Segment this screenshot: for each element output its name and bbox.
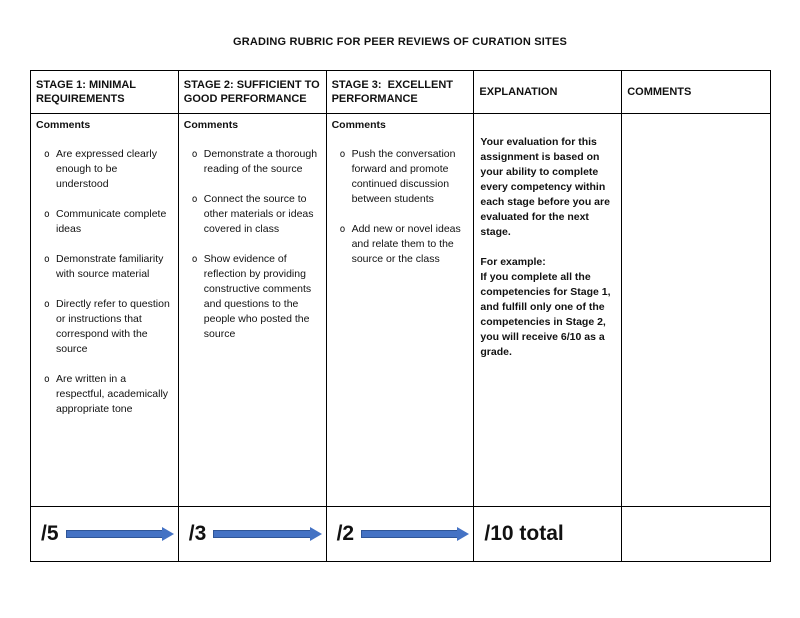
stage3-section-label: Comments [331,119,386,131]
explanation-paragraph: Your evaluation for this assignment is based on your ability to complete every competency within each stage before you are evaluated for the next stage. [480,136,610,238]
total-score: /10 total [484,522,564,545]
bullet-text: Show evidence of reflection by providing constructive comments and questions to the people who posted the source [203,253,312,340]
header-stage2 [179,71,327,114]
spacer [480,240,615,255]
stage2-section-label: Comments [183,119,239,131]
bullet-icon: o [339,224,346,235]
arrow-right-icon [66,527,174,541]
rubric-table [30,70,771,562]
stage2-score-cell [179,507,327,561]
explanation-example-text: If you complete all the competencies for Stage 1, and fulfill only one of the competencies in Stage 2, you will receive 6/10 as a grade. [480,271,611,358]
stage3-score-cell [327,507,475,561]
header-stage1 [31,71,179,114]
stage2-body-cell [179,114,327,507]
bullet-icon: o [44,209,50,220]
comments-score-cell [622,507,770,561]
bullet-text: Are expressed clearly enough to be understood [56,148,157,190]
bullet-text: Add new or novel ideas and relate them to the source or the class [351,223,461,265]
header-explanation [474,71,622,114]
list-item [331,147,470,207]
bullet-text: Demonstrate familiarity with source material [56,253,164,280]
stage1-score-cell [31,507,179,561]
header-stage2-label: STAGE 2: SUFFICIENT TO GOOD PERFORMANCE [183,79,323,105]
stage1-score: /5 [41,522,59,545]
comments-body-cell [622,114,770,507]
bullet-icon: o [191,149,198,160]
list-item [35,297,174,357]
list-item [183,147,322,177]
header-stage3-label: STAGE 3: EXCELLENT PERFORMANCE [331,79,457,105]
list-item [35,207,174,237]
arrow-right-icon [213,527,321,541]
bullet-icon: o [44,254,50,265]
stage1-section-label: Comments [36,119,91,131]
arrow-right-icon [361,527,469,541]
bullet-icon: o [339,149,346,160]
stage1-body-cell [31,114,179,507]
header-comments-label: COMMENTS [627,86,692,98]
list-item [331,222,470,267]
header-stage3 [327,71,475,114]
bullet-text: Are written in a respectful, academically appropriate tone [56,373,169,415]
total-score-cell [474,507,622,561]
explanation-example-label: For example: [480,256,546,268]
list-item [35,252,174,282]
stage2-score: /3 [188,522,207,545]
bullet-icon: o [191,254,198,265]
page-title: GRADING RUBRIC FOR PEER REVIEWS OF CURATION SITES [232,36,568,48]
header-comments [622,71,770,114]
header-explanation-label: EXPLANATION [479,86,558,98]
stage3-score: /2 [336,522,355,545]
list-item [183,252,322,342]
bullet-icon: o [44,374,50,385]
bullet-icon: o [44,299,50,310]
stage3-body-cell [327,114,475,507]
list-item [35,372,174,417]
list-item [183,192,322,237]
bullet-text: Directly refer to question or instructions that correspond with the source [56,298,170,355]
bullet-text: Push the conversation forward and promote continued discussion between students [351,148,456,205]
bullet-text: Demonstrate a thorough reading of the source [203,148,318,175]
bullet-text: Communicate complete ideas [56,208,167,235]
explanation-body-cell [474,114,622,507]
list-item [35,147,174,192]
bullet-icon: o [44,149,50,160]
header-stage1-label: STAGE 1: MINIMAL REQUIREMENTS [36,79,139,105]
bullet-text: Connect the source to other materials or ideas covered in class [203,193,314,235]
bullet-icon: o [191,194,198,205]
